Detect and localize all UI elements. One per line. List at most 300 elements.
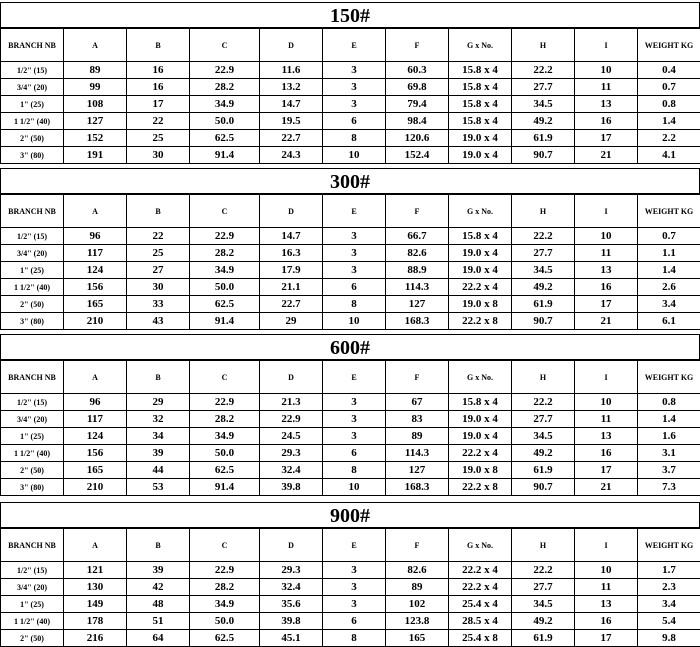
table-cell: 34.9 [190,428,260,445]
table-cell: 152 [64,130,127,147]
table-cell: 27.7 [512,579,575,596]
table-body [1,562,700,647]
table-cell: 15.8 x 4 [449,394,512,411]
table-cell: 19.0 x 8 [449,462,512,479]
table-cell: 102 [386,596,449,613]
table-cell: 50.0 [190,445,260,462]
table-cell: 11 [575,245,638,262]
table-cell: 27 [127,262,190,279]
table-cell: 67 [386,394,449,411]
table-cell: 50.0 [190,279,260,296]
table-cell: 25 [127,245,190,262]
table-cell: 61.9 [512,130,575,147]
table-cell: 7.3 [638,479,700,496]
column-header: BRANCH NB [1,529,64,562]
table-cell: 156 [64,445,127,462]
table-cell: 27.7 [512,245,575,262]
table-cell: 22 [127,113,190,130]
table-cell: 15.8 x 4 [449,79,512,96]
header-row [1,361,700,394]
table-cell: 39.8 [260,479,323,496]
branch-nb-cell: 3" (80) [1,313,64,330]
table-row [1,596,700,613]
table-cell: 165 [64,296,127,313]
table-cell: 19.0 x 4 [449,411,512,428]
table-cell: 22.7 [260,130,323,147]
table-cell: 22.2 x 4 [449,579,512,596]
table-cell: 30 [127,279,190,296]
table-cell: 32.4 [260,579,323,596]
table-cell: 3.4 [638,296,700,313]
table-cell: 90.7 [512,479,575,496]
table-cell: 83 [386,411,449,428]
table-cell: 210 [64,313,127,330]
column-header-weight: WEIGHT KG [638,361,700,394]
table-row [1,411,700,428]
header-row [1,195,700,228]
table-cell: 27.7 [512,79,575,96]
table-row [1,279,700,296]
table-cell: 82.6 [386,562,449,579]
table-cell: 96 [64,228,127,245]
table-cell: 13.2 [260,79,323,96]
column-header: C [190,361,260,394]
table-title: 900# [0,502,700,528]
table-cell: 10 [575,62,638,79]
table-cell: 19.0 x 4 [449,245,512,262]
dimension-table [0,360,700,496]
table-row [1,445,700,462]
table-cell: 168.3 [386,479,449,496]
column-header: C [190,529,260,562]
column-header: F [386,361,449,394]
table-cell: 216 [64,630,127,647]
table-cell: 0.7 [638,79,700,96]
table-cell: 25 [127,130,190,147]
table-cell: 3 [323,245,386,262]
table-row [1,147,700,164]
table-cell: 22.7 [260,296,323,313]
table-cell: 6 [323,113,386,130]
table-cell: 29.3 [260,562,323,579]
column-header: H [512,29,575,62]
table-cell: 34.5 [512,596,575,613]
column-header: A [64,29,127,62]
table-cell: 49.2 [512,613,575,630]
table-cell: 22 [127,228,190,245]
table-cell: 90.7 [512,147,575,164]
table-cell: 13 [575,428,638,445]
column-header: A [64,529,127,562]
dimension-table [0,194,700,330]
table-cell: 0.4 [638,62,700,79]
table-600-block [0,334,700,496]
table-cell: 3 [323,96,386,113]
table-title: 600# [0,334,700,360]
table-cell: 191 [64,147,127,164]
column-header: I [575,529,638,562]
branch-nb-cell: 3" (80) [1,479,64,496]
table-cell: 24.3 [260,147,323,164]
table-cell: 3 [323,562,386,579]
branch-nb-cell: 1" (25) [1,428,64,445]
branch-nb-cell: 3/4" (20) [1,245,64,262]
table-row [1,296,700,313]
column-header: B [127,529,190,562]
table-row [1,96,700,113]
table-cell: 33 [127,296,190,313]
table-cell: 123.8 [386,613,449,630]
table-title: 300# [0,168,700,194]
column-header: I [575,29,638,62]
table-cell: 61.9 [512,630,575,647]
table-cell: 62.5 [190,462,260,479]
table-cell: 29.3 [260,445,323,462]
table-cell: 43 [127,313,190,330]
table-900-block [0,502,700,647]
table-body [1,394,700,496]
table-cell: 121 [64,562,127,579]
column-header: D [260,195,323,228]
table-cell: 0.8 [638,394,700,411]
table-cell: 120.6 [386,130,449,147]
table-cell: 8 [323,462,386,479]
table-cell: 32 [127,411,190,428]
branch-nb-cell: 1/2" (15) [1,394,64,411]
table-cell: 108 [64,96,127,113]
table-cell: 22.9 [190,562,260,579]
table-cell: 124 [64,428,127,445]
table-cell: 24.5 [260,428,323,445]
table-cell: 178 [64,613,127,630]
table-cell: 22.9 [260,411,323,428]
table-cell: 28.2 [190,411,260,428]
table-cell: 62.5 [190,130,260,147]
column-header: BRANCH NB [1,361,64,394]
table-row [1,313,700,330]
table-cell: 21 [575,479,638,496]
branch-nb-cell: 2" (50) [1,630,64,647]
table-cell: 50.0 [190,613,260,630]
table-row [1,562,700,579]
table-cell: 168.3 [386,313,449,330]
branch-nb-cell: 1 1/2" (40) [1,279,64,296]
table-cell: 3.1 [638,445,700,462]
table-cell: 13 [575,262,638,279]
column-header: D [260,361,323,394]
table-300-block [0,168,700,330]
column-header: G x No. [449,195,512,228]
table-cell: 64 [127,630,190,647]
branch-nb-cell: 3/4" (20) [1,79,64,96]
column-header: H [512,361,575,394]
table-cell: 13 [575,596,638,613]
table-cell: 28.2 [190,245,260,262]
table-cell: 16 [575,445,638,462]
table-cell: 34.5 [512,96,575,113]
column-header: BRANCH NB [1,195,64,228]
column-header: G x No. [449,529,512,562]
branch-nb-cell: 1 1/2" (40) [1,113,64,130]
branch-nb-cell: 1" (25) [1,262,64,279]
branch-nb-cell: 3" (80) [1,147,64,164]
table-row [1,462,700,479]
branch-nb-cell: 3/4" (20) [1,579,64,596]
column-header: I [575,195,638,228]
table-cell: 8 [323,296,386,313]
table-cell: 79.4 [386,96,449,113]
branch-nb-cell: 1/2" (15) [1,228,64,245]
table-cell: 3 [323,596,386,613]
table-cell: 62.5 [190,630,260,647]
table-cell: 3 [323,428,386,445]
table-cell: 39 [127,445,190,462]
column-header-weight: WEIGHT KG [638,529,700,562]
table-cell: 22.9 [190,62,260,79]
table-cell: 29 [127,394,190,411]
table-cell: 10 [323,147,386,164]
dimension-table [0,28,700,164]
table-cell: 10 [575,562,638,579]
table-row [1,428,700,445]
table-cell: 1.6 [638,428,700,445]
table-cell: 1.4 [638,411,700,428]
table-cell: 16.3 [260,245,323,262]
table-title: 150# [0,2,700,28]
table-cell: 82.6 [386,245,449,262]
table-row [1,262,700,279]
table-cell: 35.6 [260,596,323,613]
table-cell: 22.9 [190,228,260,245]
table-cell: 39 [127,562,190,579]
table-cell: 16 [575,613,638,630]
table-cell: 49.2 [512,113,575,130]
branch-nb-cell: 3/4" (20) [1,411,64,428]
table-cell: 117 [64,411,127,428]
table-cell: 34.5 [512,262,575,279]
table-cell: 19.0 x 4 [449,130,512,147]
table-cell: 21.1 [260,279,323,296]
table-cell: 17 [575,130,638,147]
table-cell: 4.1 [638,147,700,164]
table-cell: 130 [64,579,127,596]
table-cell: 127 [386,296,449,313]
table-cell: 39.8 [260,613,323,630]
table-row [1,613,700,630]
table-cell: 91.4 [190,313,260,330]
table-cell: 25.4 x 8 [449,630,512,647]
table-cell: 62.5 [190,296,260,313]
table-cell: 34 [127,428,190,445]
table-cell: 9.8 [638,630,700,647]
table-cell: 44 [127,462,190,479]
table-cell: 152.4 [386,147,449,164]
table-cell: 89 [64,62,127,79]
column-header: D [260,529,323,562]
table-cell: 11 [575,411,638,428]
table-row [1,479,700,496]
table-cell: 19.0 x 4 [449,147,512,164]
table-cell: 3 [323,411,386,428]
table-row [1,228,700,245]
branch-nb-cell: 1" (25) [1,96,64,113]
table-cell: 6 [323,445,386,462]
table-cell: 17 [127,96,190,113]
table-cell: 165 [64,462,127,479]
table-cell: 22.2 [512,62,575,79]
table-cell: 34.9 [190,596,260,613]
table-cell: 8 [323,130,386,147]
table-cell: 149 [64,596,127,613]
table-row [1,579,700,596]
table-cell: 10 [323,479,386,496]
table-row [1,394,700,411]
column-header: F [386,529,449,562]
column-header: G x No. [449,361,512,394]
column-header: E [323,361,386,394]
column-header: H [512,529,575,562]
table-cell: 1.4 [638,262,700,279]
table-cell: 50.0 [190,113,260,130]
table-cell: 124 [64,262,127,279]
table-cell: 3 [323,262,386,279]
table-cell: 14.7 [260,96,323,113]
table-cell: 165 [386,630,449,647]
column-header: E [323,195,386,228]
dimension-table [0,528,700,647]
table-150-block [0,2,700,164]
table-cell: 22.9 [190,394,260,411]
column-header: B [127,29,190,62]
table-cell: 19.0 x 4 [449,262,512,279]
table-cell: 117 [64,245,127,262]
table-row [1,79,700,96]
branch-nb-cell: 1 1/2" (40) [1,613,64,630]
table-cell: 42 [127,579,190,596]
table-cell: 22.2 [512,228,575,245]
table-cell: 114.3 [386,279,449,296]
table-body [1,228,700,330]
table-cell: 22.2 [512,562,575,579]
table-cell: 0.7 [638,228,700,245]
column-header: A [64,361,127,394]
table-cell: 22.2 x 4 [449,562,512,579]
table-cell: 8 [323,630,386,647]
table-cell: 3.4 [638,596,700,613]
column-header: F [386,29,449,62]
table-cell: 10 [575,228,638,245]
table-cell: 22.2 x 8 [449,313,512,330]
header-row [1,29,700,62]
table-cell: 6.1 [638,313,700,330]
table-cell: 61.9 [512,462,575,479]
table-cell: 98.4 [386,113,449,130]
table-cell: 1.4 [638,113,700,130]
table-cell: 17 [575,462,638,479]
column-header-weight: WEIGHT KG [638,29,700,62]
table-body [1,62,700,164]
table-cell: 5.4 [638,613,700,630]
table-cell: 90.7 [512,313,575,330]
table-cell: 66.7 [386,228,449,245]
table-cell: 21 [575,313,638,330]
table-cell: 89 [386,579,449,596]
column-header: E [323,529,386,562]
column-header: B [127,361,190,394]
table-cell: 21.3 [260,394,323,411]
table-cell: 22.2 [512,394,575,411]
table-cell: 91.4 [190,479,260,496]
table-cell: 25.4 x 4 [449,596,512,613]
table-row [1,630,700,647]
table-cell: 99 [64,79,127,96]
table-cell: 11 [575,579,638,596]
table-cell: 3 [323,79,386,96]
table-cell: 15.8 x 4 [449,228,512,245]
table-cell: 15.8 x 4 [449,62,512,79]
table-cell: 27.7 [512,411,575,428]
column-header: C [190,195,260,228]
table-cell: 19.0 x 4 [449,428,512,445]
table-cell: 1.1 [638,245,700,262]
table-cell: 88.9 [386,262,449,279]
column-header: F [386,195,449,228]
table-cell: 210 [64,479,127,496]
column-header: E [323,29,386,62]
table-cell: 6 [323,613,386,630]
table-cell: 10 [575,394,638,411]
table-cell: 28.2 [190,79,260,96]
table-cell: 30 [127,147,190,164]
table-cell: 2.6 [638,279,700,296]
table-cell: 11 [575,79,638,96]
table-cell: 34.9 [190,262,260,279]
table-cell: 14.7 [260,228,323,245]
table-cell: 22.2 x 4 [449,445,512,462]
table-cell: 60.3 [386,62,449,79]
column-header: C [190,29,260,62]
table-cell: 22.2 x 8 [449,479,512,496]
branch-nb-cell: 1/2" (15) [1,562,64,579]
table-row [1,113,700,130]
branch-nb-cell: 1 1/2" (40) [1,445,64,462]
table-cell: 28.2 [190,579,260,596]
table-cell: 49.2 [512,279,575,296]
table-cell: 29 [260,313,323,330]
table-cell: 19.5 [260,113,323,130]
table-cell: 3.7 [638,462,700,479]
table-cell: 28.5 x 4 [449,613,512,630]
table-cell: 91.4 [190,147,260,164]
column-header: G x No. [449,29,512,62]
branch-nb-cell: 2" (50) [1,296,64,313]
branch-nb-cell: 2" (50) [1,130,64,147]
table-cell: 34.5 [512,428,575,445]
table-cell: 16 [575,279,638,296]
table-cell: 49.2 [512,445,575,462]
table-cell: 48 [127,596,190,613]
table-cell: 96 [64,394,127,411]
table-cell: 17 [575,296,638,313]
table-cell: 3 [323,62,386,79]
table-cell: 89 [386,428,449,445]
table-cell: 10 [323,313,386,330]
column-header: I [575,361,638,394]
column-header-weight: WEIGHT KG [638,195,700,228]
table-cell: 156 [64,279,127,296]
table-cell: 16 [127,79,190,96]
table-cell: 61.9 [512,296,575,313]
